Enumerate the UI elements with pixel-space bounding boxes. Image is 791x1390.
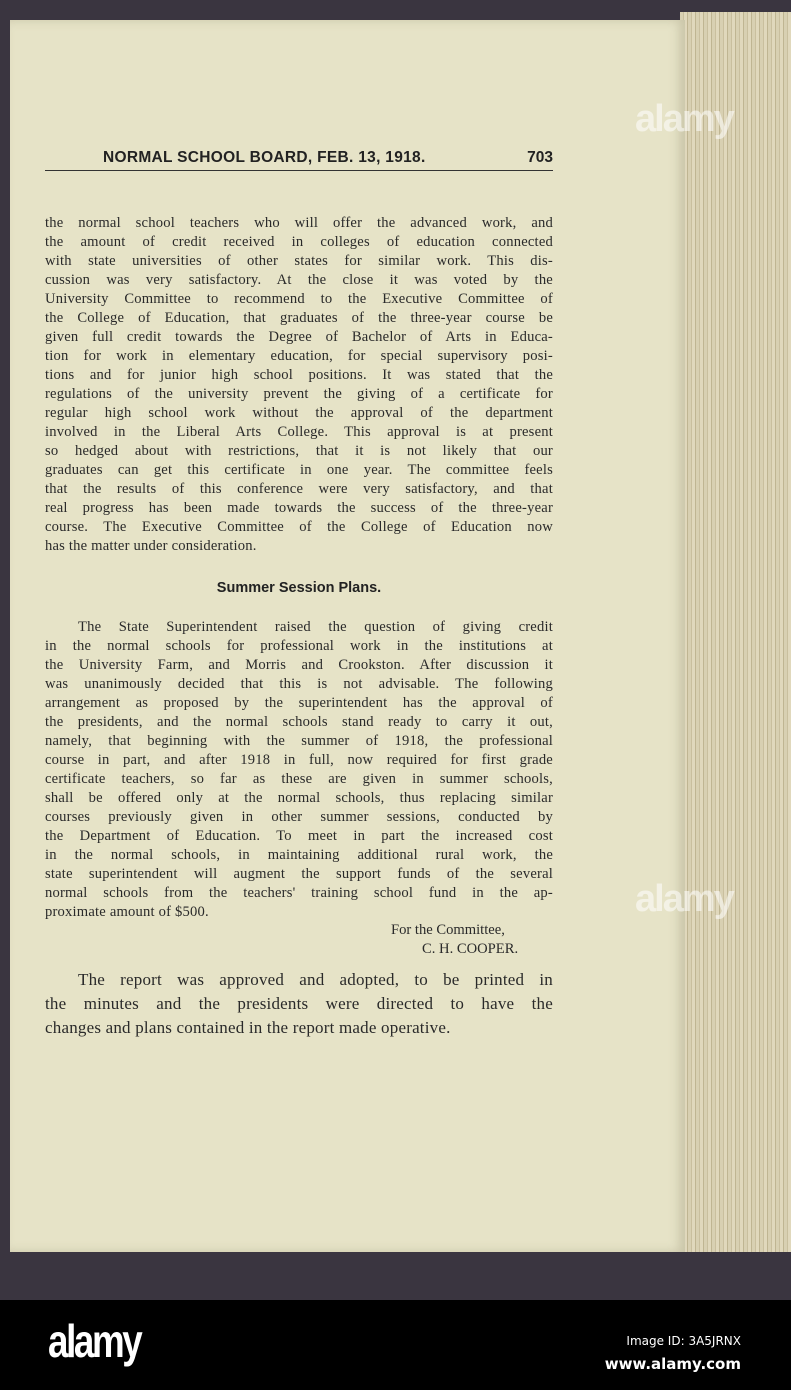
image-id: Image ID: 3A5JRNX [626, 1334, 741, 1348]
paragraph-summer-session [45, 618, 553, 922]
text-line: normal schools from the teachers' training school fund in the ap- [45, 885, 553, 901]
text-line: University Committee to recommend to the Executive Committee of [45, 291, 553, 307]
text-line: the presidents, and the normal schools stand ready to carry it out, [45, 714, 553, 730]
signature-line: For the Committee, [391, 922, 505, 938]
text-line: arrangement as proposed by the superintendent has the approval of [45, 695, 553, 711]
text-line: was unanimously decided that this is not advisable. The following [45, 676, 553, 692]
text-line: certificate teachers, so far as these are given in summer schools, [45, 771, 553, 787]
paragraph-report-approved [45, 968, 553, 1040]
text-line: the College of Education, that graduates of the three-year course be [45, 310, 553, 326]
text-line: given full credit towards the Degree of Bachelor of Arts in Educa- [45, 329, 553, 345]
text-line: has the matter under consideration. [45, 538, 257, 554]
text-line: in the normal schools for professional work in the institutions at [45, 638, 553, 654]
page-edges [680, 12, 791, 1252]
text-line: the Department of Education. To meet in part the increased cost [45, 828, 553, 844]
text-line: graduates can get this certificate in one year. The committee feels [45, 462, 553, 478]
text-line: The State Superintendent raised the question of giving credit [78, 619, 553, 635]
text-line: regulations of the university prevent the giving of a certificate for [45, 386, 553, 402]
text-line: tions and for junior high school positions. It was stated that the [45, 367, 553, 383]
text-line: regular high school work without the approval of the department [45, 405, 553, 421]
footer-bar [0, 1300, 791, 1390]
section-heading: Summer Session Plans. [216, 580, 382, 596]
watermark: alamy [635, 98, 733, 140]
alamy-logo: alamy [48, 1315, 141, 1367]
text-line: involved in the Liberal Arts College. This approval is at present [45, 424, 553, 440]
running-header [45, 148, 553, 171]
site-url: www.alamy.com [604, 1355, 741, 1373]
text-line: the normal school teachers who will offer the advanced work, and [45, 215, 553, 231]
text-line: in the normal schools, in maintaining additional rural work, the [45, 847, 553, 863]
text-line: course in part, and after 1918 in full, now required for first grade [45, 752, 553, 768]
text-line: state superintendent will augment the support funds of the several [45, 866, 553, 882]
text-line: cussion was very satisfactory. At the close it was voted by the [45, 272, 553, 288]
text-line: courses previously given in other summer sessions, conducted by [45, 809, 553, 825]
text-line: so hedged about with restrictions, that it is not likely that our [45, 443, 553, 459]
text-line: the minutes and the presidents were directed to have the [45, 994, 553, 1013]
text-line: tion for work in elementary education, for special supervisory posi- [45, 348, 553, 364]
text-line: that the results of this conference were very satisfactory, and that [45, 481, 553, 497]
paragraph-committee-discussion [45, 214, 553, 556]
text-line: shall be offered only at the normal schools, thus replacing similar [45, 790, 553, 806]
text-line: namely, that beginning with the summer of 1918, the professional [45, 733, 553, 749]
text-line: with state universities of other states for similar work. This dis- [45, 253, 553, 269]
header-title: NORMAL SCHOOL BOARD, FEB. 13, 1918. [103, 149, 426, 166]
text-line: changes and plans contained in the report made operative. [45, 1018, 451, 1037]
page-number: 703 [527, 149, 553, 166]
text-line: real progress has been made towards the success of the three-year [45, 500, 553, 516]
text-line: The report was approved and adopted, to be printed in [78, 970, 553, 989]
text-line: proximate amount of $500. [45, 904, 209, 920]
text-line: the University Farm, and Morris and Crookston. After discussion it [45, 657, 553, 673]
text-line: course. The Executive Committee of the College of Education now [45, 519, 553, 535]
watermark: alamy [635, 878, 733, 920]
text-line: the amount of credit received in colleges of education connected [45, 234, 553, 250]
signature-name: C. H. COOPER. [422, 941, 519, 957]
